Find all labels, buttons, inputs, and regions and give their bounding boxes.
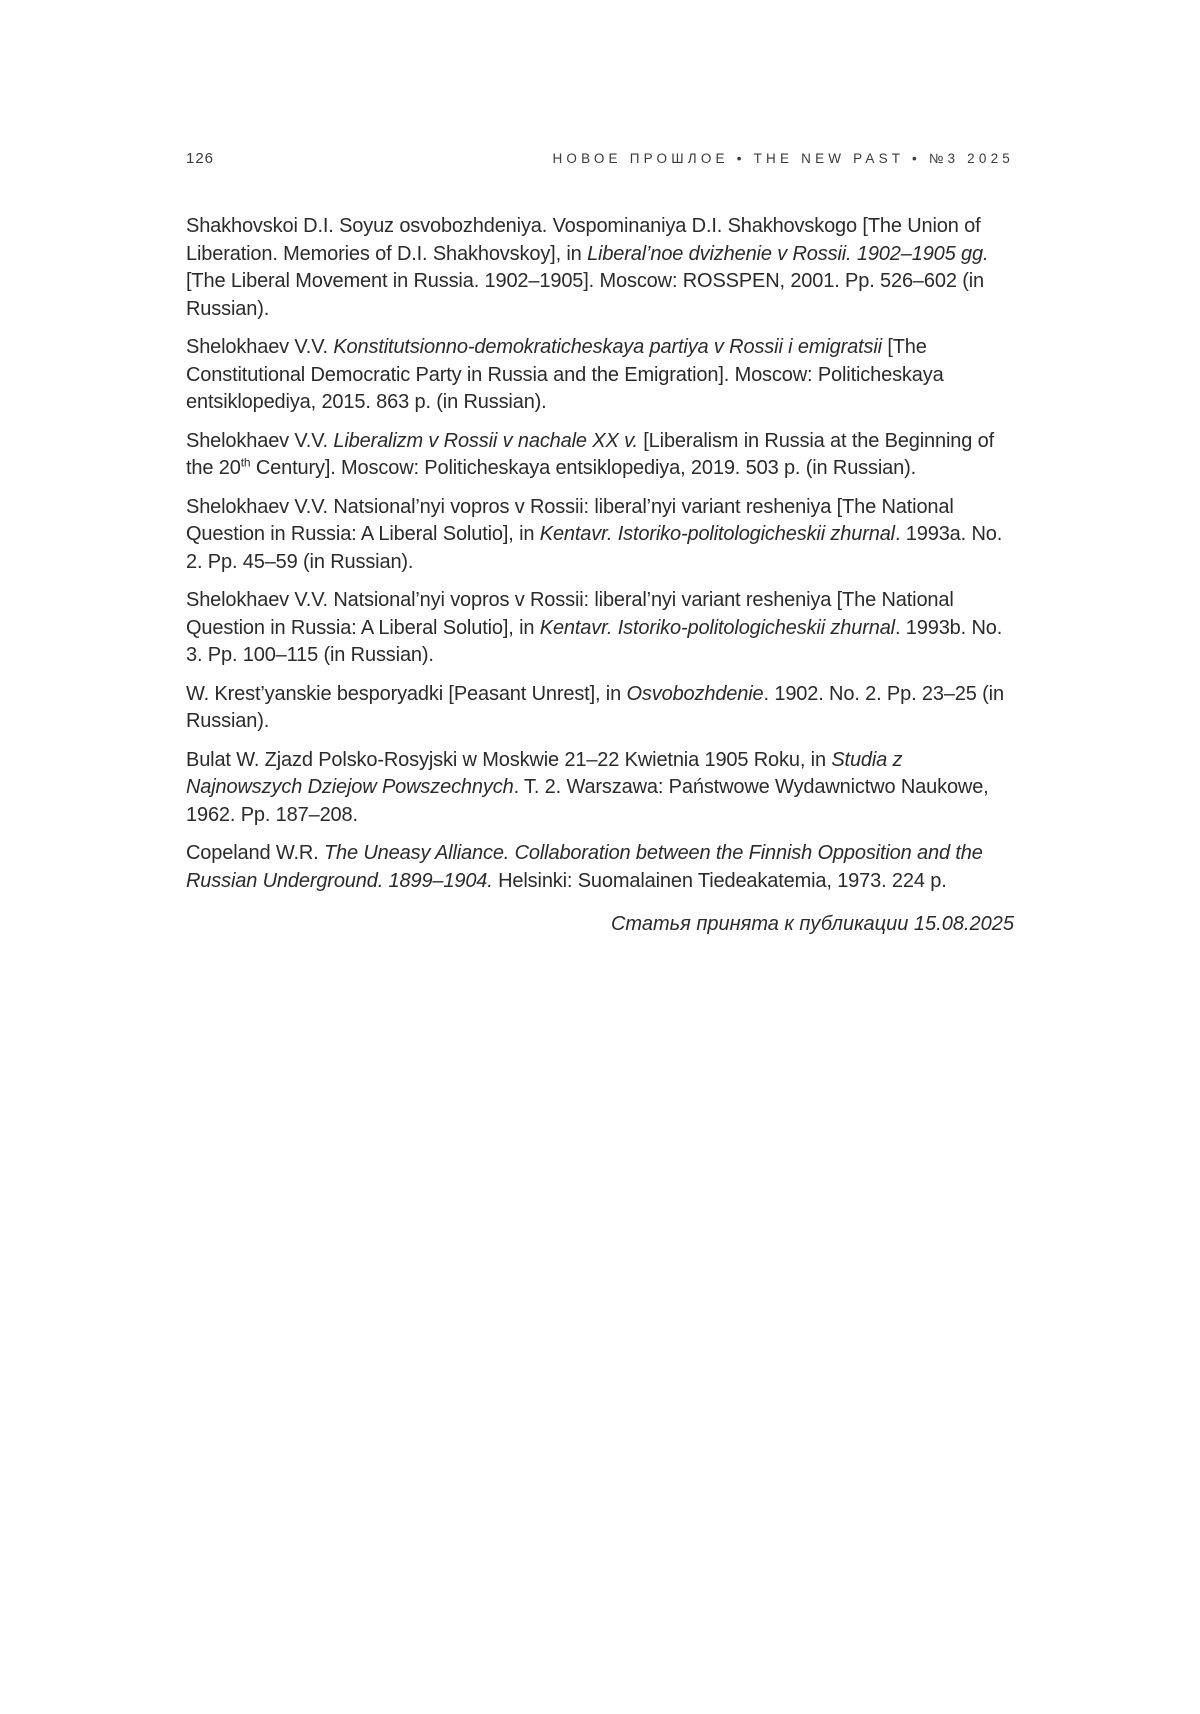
- reference-italic-title: Liberalizm v Rossii v nachale XX v.: [333, 429, 638, 452]
- reference-text: Shelokhaev V.V. Natsional’nyi vopros v Rossii: liberal’nyi variant resheniya [The National Question in Russia: A Liberal Solutio], in: [186, 589, 954, 639]
- reference-entry: [186, 840, 1014, 895]
- journal-running-head: НОВОЕ ПРОШЛОЕ • THE NEW PAST • №3 2025: [552, 151, 1014, 166]
- reference-text: [The Liberal Movement in Russia. 1902–1905]. Moscow: ROSSPEN, 2001. Pp. 526–602 (in Russian).: [186, 270, 984, 320]
- reference-text: Helsinki: Suomalainen Tiedeakatemia, 1973. 224 p.: [492, 869, 947, 892]
- page-number: 126: [186, 150, 215, 167]
- reference-italic-title: The Uneasy Alliance. Collaboration between the Finnish Opposition and the Russian Underground. 1899–1904.: [186, 842, 983, 892]
- reference-italic-title: Kentavr. Istoriko-politologicheskii zhurnal: [539, 523, 895, 545]
- reference-text: Bulat W. Zjazd Polsko-Rosyjski w Moskwie 21–22 Kwietnia 1905 Roku, in: [186, 748, 832, 771]
- reference-list: [186, 213, 1014, 895]
- reference-italic-title: Liberal’noe dvizhenie v Rossii. 1902–1905 gg.: [587, 242, 989, 265]
- reference-text: Shelokhaev V.V.: [186, 336, 334, 358]
- reference-italic-title: Osvobozhdenie: [626, 682, 764, 705]
- reference-text: Century]. Moscow: Politicheskaya entsiklopediya, 2019. 503 p. (in Russian).: [250, 457, 917, 479]
- reference-text: . 1993b. No. 3. Pp. 100–115 (in Russian).: [186, 616, 1003, 666]
- reference-text: Shakhovskoi D.I. Soyuz osvobozhdeniya. Vospominaniya D.I. Shakhovskogo [The Union of Liberation. Memories of D.I. Shakhovskoy], in: [186, 215, 981, 265]
- reference-text: . T. 2. Warszawa: Państwowe Wydawnictwo Naukowe, 1962. Pp. 187–208.: [186, 776, 989, 826]
- reference-entry: [186, 334, 1014, 417]
- reference-text: . 1902. No. 2. Pp. 23–25 (in Russian).: [186, 682, 1004, 732]
- reference-text: . 1993a. No. 2. Pp. 45–59 (in Russian).: [186, 523, 1003, 573]
- reference-text: Shelokhaev V.V. Natsional’nyi vopros v Rossii: liberal’nyi variant resheniya [The National Question in Russia: A Liberal Solutio], in: [186, 495, 954, 545]
- reference-entry: [186, 747, 1014, 830]
- reference-entry: [186, 428, 1014, 483]
- reference-text: Copeland W.R.: [186, 842, 324, 864]
- reference-italic-title: Kentavr. Istoriko-politologicheskii zhurnal: [539, 616, 895, 639]
- reference-text: Shelokhaev V.V.: [186, 429, 334, 452]
- reference-italic-title: Konstitutsionno-demokraticheskaya partiya v Rossii i emigratsii: [333, 336, 882, 358]
- reference-text: W. Krest’yanskie besporyadki [Peasant Unrest], in: [186, 682, 627, 705]
- reference-text: [Liberalism in Russia at the Beginning of the 20: [186, 429, 994, 479]
- page-header: [186, 150, 1014, 167]
- reference-entry: [186, 681, 1014, 736]
- reference-entry: [186, 213, 1014, 323]
- reference-text: [The Constitutional Democratic Party in Russia and the Emigration]. Moscow: Politicheskaya entsiklopediya, 2015. 863 p. (in Russian).: [186, 336, 944, 413]
- page-content: [186, 150, 1014, 939]
- reference-italic-title: Studia z Najnowszych Dziejow Powszechnych: [186, 748, 903, 798]
- reference-entry: [186, 587, 1014, 670]
- reference-superscript: th: [240, 455, 251, 470]
- acceptance-note: Статья принята к публикации 15.08.2025: [610, 913, 1014, 935]
- reference-entry: [186, 494, 1014, 577]
